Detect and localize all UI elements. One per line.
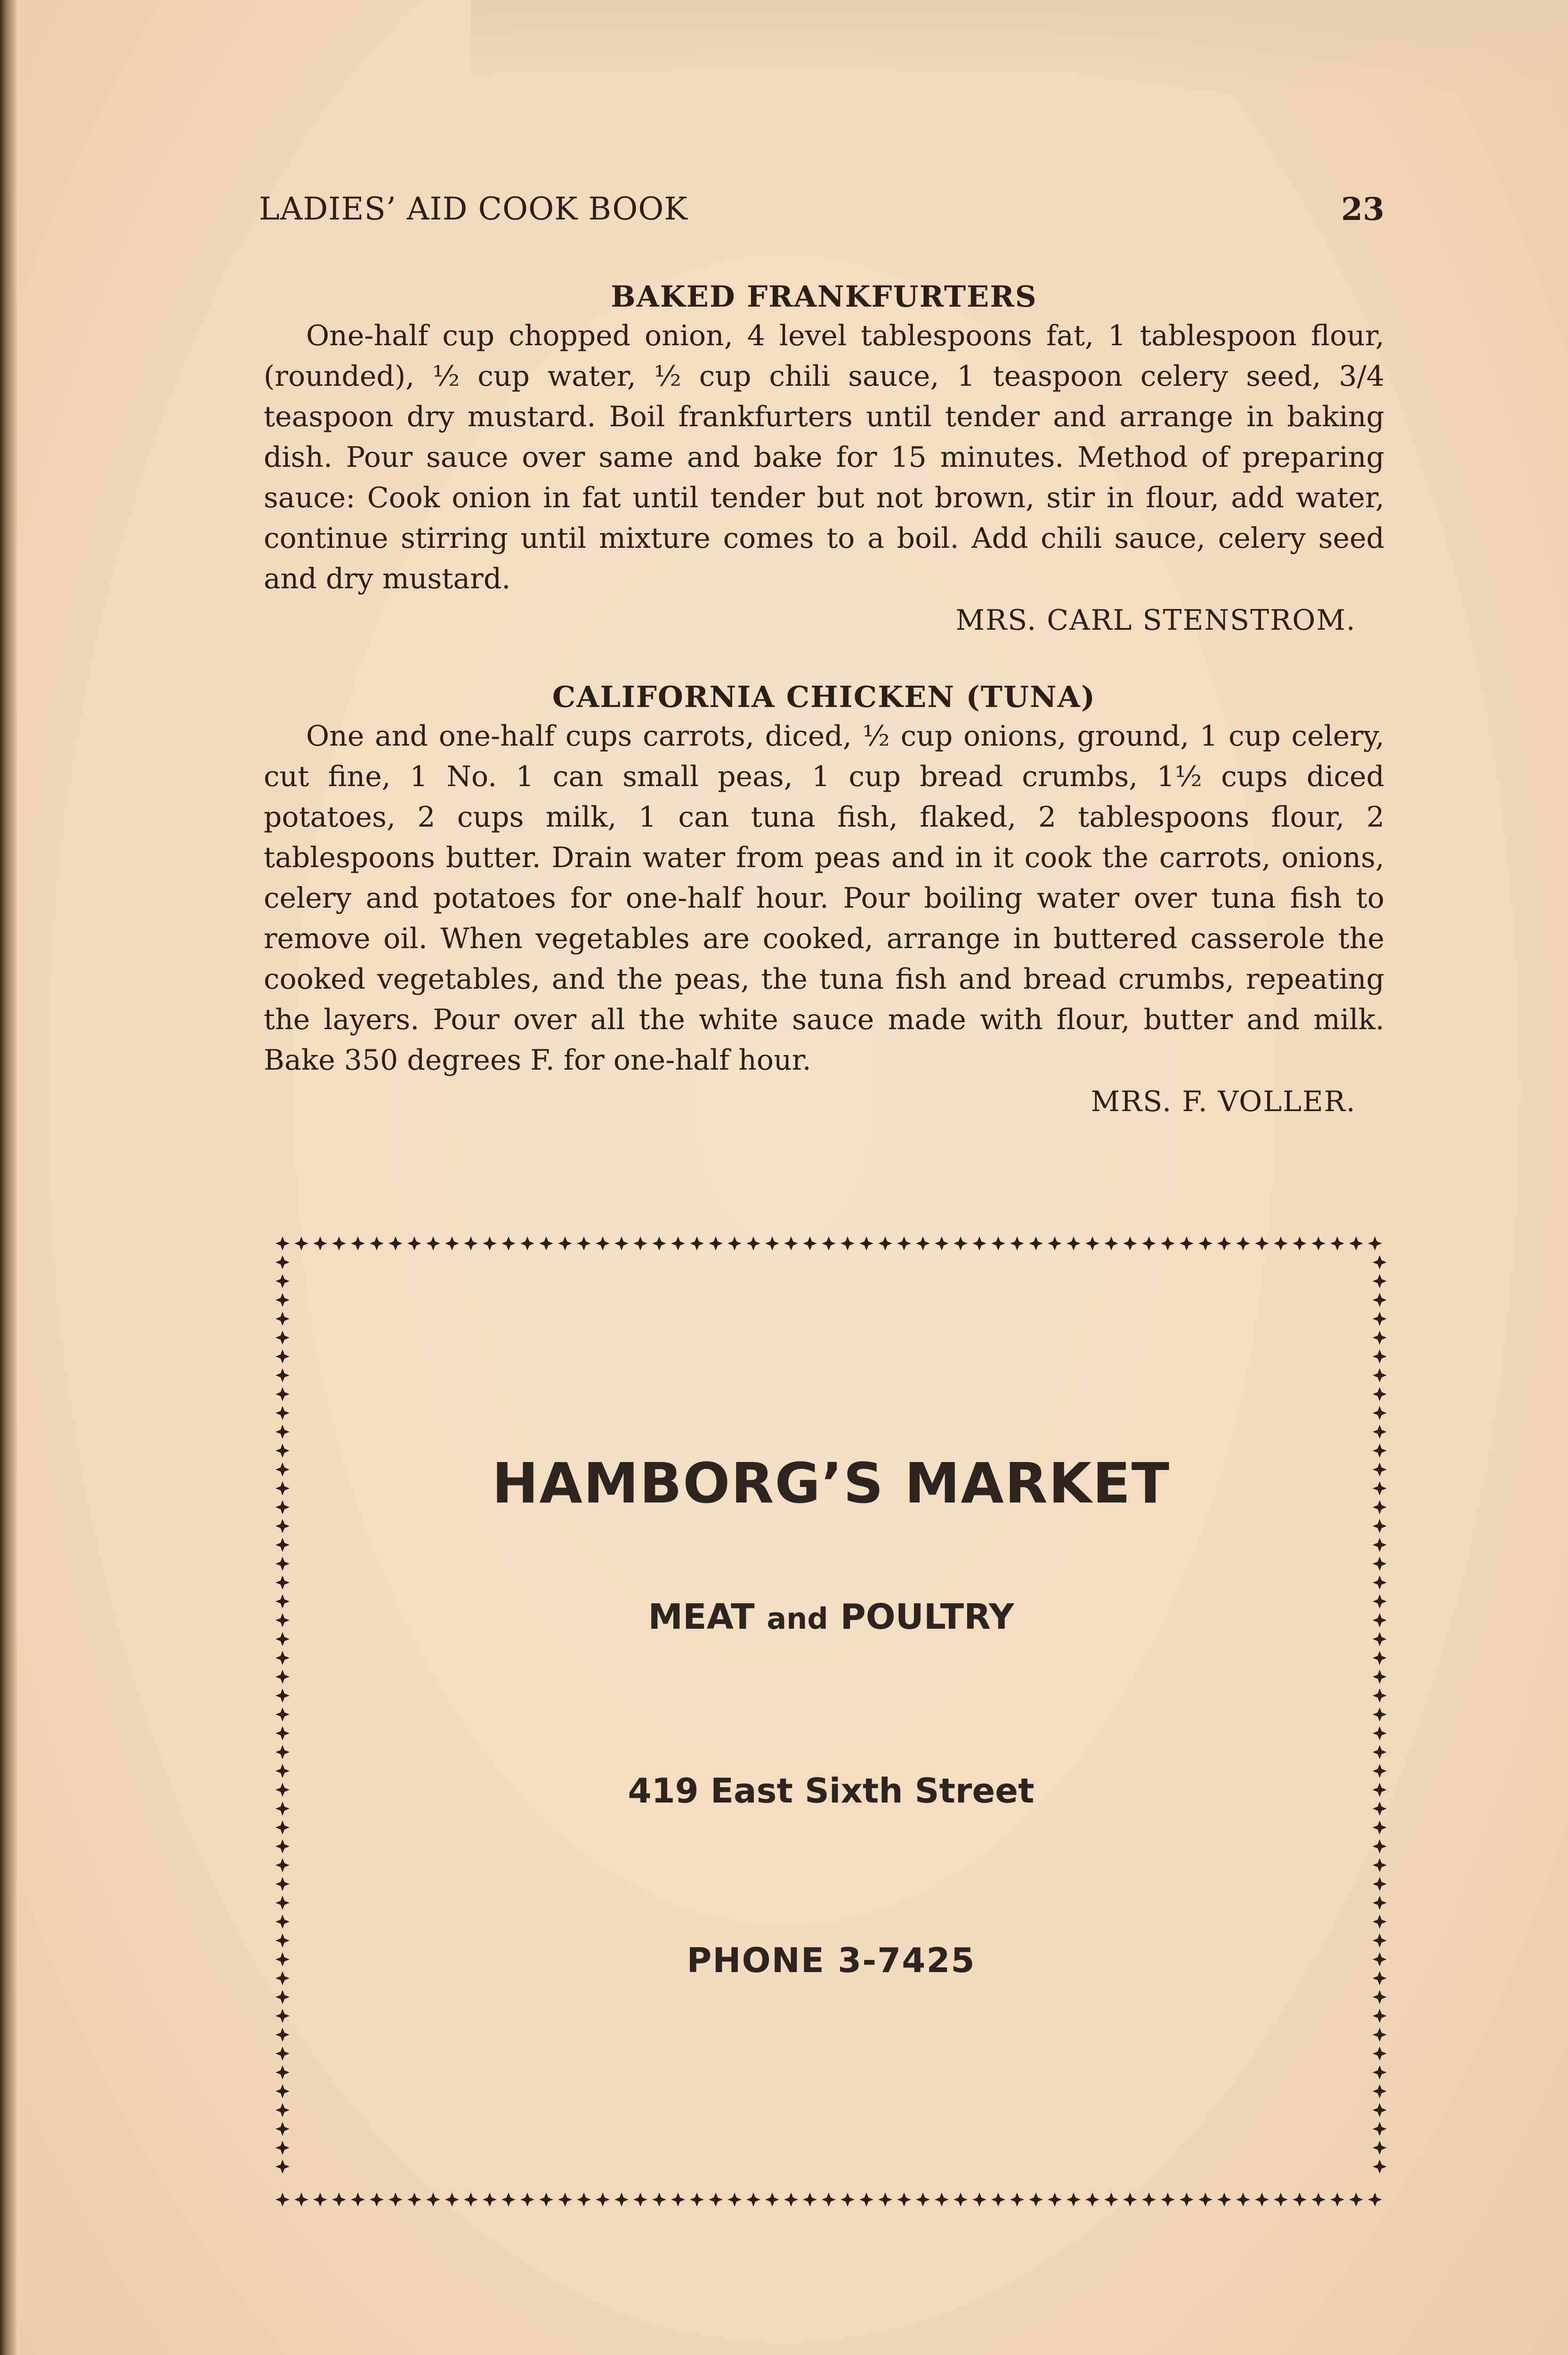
tagline-part: and [767, 1601, 828, 1636]
recipe-title: CALIFORNIA CHICKEN (TUNA) [552, 680, 1096, 714]
recipe-title: BAKED FRANKFURTERS [611, 279, 1037, 314]
business-address: 419 East Sixth Street [628, 1771, 1035, 1811]
page-header [259, 191, 1384, 233]
page-number: 23 [1341, 191, 1384, 227]
paper-stain [471, 0, 1568, 94]
advertisement-content [273, 1234, 1389, 2209]
recipe-author: MRS. F. VOLLER. [1091, 1085, 1356, 1118]
recipe-baked-frankfurters [264, 278, 1384, 642]
tagline-part: POULTRY [828, 1597, 1014, 1637]
recipe-california-chicken [264, 678, 1384, 1123]
recipe-author: MRS. CARL STENSTROM. [955, 604, 1356, 637]
business-name: HAMBORG’S MARKET [492, 1451, 1171, 1516]
page-binding-edge [0, 0, 17, 2355]
advertisement-box [273, 1234, 1389, 2209]
business-phone: PHONE 3-7425 [687, 1941, 976, 1980]
recipe-body: One-half cup chopped onion, 4 level tablespoons fat, 1 tablespoon flour, (rounded), ½ cup water, ½ cup chili sauce, 1 teaspoon celery seed, 3/4 teaspoon dry mustard. Boil frankfurters until tender and arrange in baking dish. Pour sauce over same and bake for 15 minutes. Method of preparing sauce: Cook onion in fat until tender but not brown, stir in flour, add water, continue stirring until mixture comes to a boil. Add chili sauce, celery seed and dry mustard. [264, 319, 1384, 595]
tagline-part: MEAT [648, 1597, 767, 1637]
running-title: LADIES’ AID COOK BOOK [259, 191, 688, 227]
business-tagline [273, 1597, 1389, 1637]
recipe-body: One and one-half cups carrots, diced, ½ cup onions, ground, 1 cup celery, cut fine, 1 No. 1 can small peas, 1 cup bread crumbs, 1½ cups diced potatoes, 2 cups milk, 1 can tuna fish, flaked, 2 tablespoons flour, 2 tablespoons butter. Drain water from peas and in it cook the carrots, onions, celery and potatoes for one-half hour. Pour boiling water over tuna fish to remove oil. When vegetables are cooked, arrange in buttered casserole the cooked vegetables, and the peas, the tuna fish and bread crumbs, repeating the layers. Pour over all the white sauce made with flour, butter and milk. Bake 350 degrees F. for one-half hour. [264, 720, 1384, 1077]
